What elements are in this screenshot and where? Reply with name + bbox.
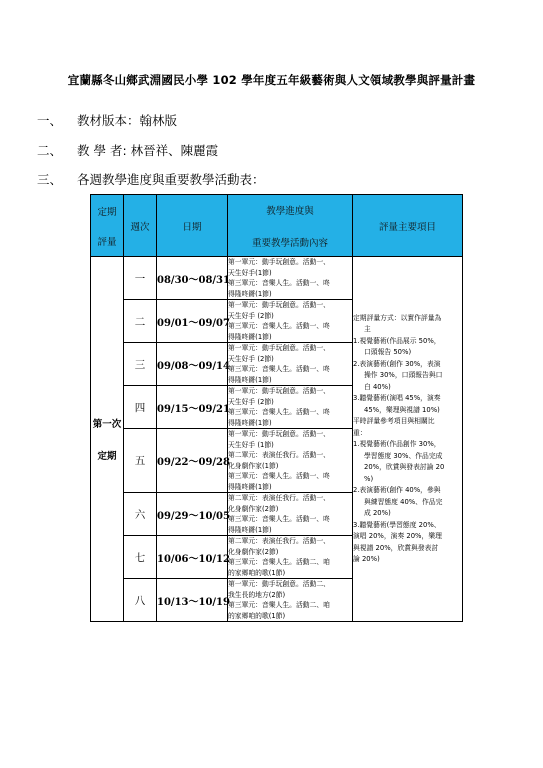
week-cell: 六 (124, 493, 157, 536)
eval-line: 45%，樂理與視譜 10%) (364, 405, 440, 414)
header-period (91, 195, 124, 257)
period-cell (91, 257, 124, 622)
content-line: 第三單元：音樂人生。活動一、咚 (228, 515, 330, 523)
eval-line: 平時評量參考項目與相關比 (353, 417, 435, 425)
header-content (228, 195, 353, 257)
content-line: 第一單元：動手玩創意。活動一、 (228, 344, 330, 352)
date-cell: 10/13～10/19 (157, 579, 228, 622)
content-line: 化身劇作家(2節) (228, 547, 279, 556)
eval-cell (353, 257, 463, 622)
header-period-line2: 評量 (97, 236, 117, 248)
content-line: 得隆咚鏘(1節) (228, 332, 272, 341)
content-line: 的家鄉咱的歌(1節) (228, 611, 286, 620)
week-cell: 一 (124, 257, 157, 300)
schedule-table (90, 194, 463, 622)
content-line: 第二單元：表演任我行。活動一、 (228, 451, 330, 459)
table-row (91, 257, 463, 300)
content-line: 的家鄉咱的歌(1節) (228, 568, 286, 577)
content-line: 第三單元：音樂人生。活動一、咚 (228, 472, 330, 480)
week-cell: 五 (124, 429, 157, 493)
content-line: 第一單元：動手玩創意。活動二、 (228, 580, 330, 588)
section-number: 一、 (37, 113, 63, 128)
section-text: 各週教學進度與重要教學活動表： (77, 172, 265, 187)
content-line: 第一單元：動手玩創意。活動一、 (228, 301, 330, 309)
content-line: 第三單元：音樂人生。活動一、咚 (228, 322, 330, 330)
date-cell: 10/06～10/12 (157, 536, 228, 579)
document-title: 宜蘭縣冬山鄉武淵國民小學 102 學年度五年級藝術與人文領域教學與評量計畫 (67, 73, 476, 87)
eval-line: 主 (364, 325, 371, 333)
date-cell: 09/15～09/21 (157, 386, 228, 429)
header-content-line2: 重要教學活動內容 (251, 237, 328, 249)
eval-line: 學習態度 30%、作品完成 (364, 451, 443, 460)
eval-line: %) (364, 474, 374, 483)
content-line: 得隆咚鏘(1節) (228, 418, 272, 427)
eval-line: 20%，欣賞與發表討論 20 (364, 463, 445, 471)
content-cell (228, 579, 353, 622)
content-line: 第一單元：動手玩創意。活動一、 (228, 387, 330, 395)
content-line: 得隆咚鏘(1節) (228, 375, 272, 384)
date-cell: 08/30～08/31 (157, 257, 228, 300)
content-line: 第三單元：音樂人生。活動二、咱 (228, 601, 330, 609)
week-cell: 四 (124, 386, 157, 429)
content-cell (228, 429, 353, 493)
header-content-line1: 教學進度與 (266, 205, 314, 217)
section-text: 教材版本：翰林版 (77, 113, 178, 128)
section-textbook (37, 111, 177, 129)
content-line: 天生好手(1節) (228, 268, 272, 277)
content-line: 第三單元：音樂人生。活動一、咚 (228, 408, 330, 416)
eval-line: 重： (353, 428, 367, 437)
content-line: 化身劇作家(2節) (228, 504, 279, 513)
eval-line: 1.視覺藝術(作品創作 30%， (353, 440, 441, 448)
content-line: 得隆咚鏘(1節) (228, 289, 272, 298)
section-number: 三、 (37, 172, 63, 187)
content-line: 第三單元：音樂人生。活動一、咚 (228, 279, 330, 287)
header-date: 日期 (157, 195, 228, 257)
section-schedule (37, 170, 265, 188)
week-cell: 二 (124, 300, 157, 343)
eval-line: 與視譜 20%，欣賞與發表討 (353, 543, 439, 552)
period-label-l2: 定期 (97, 451, 117, 462)
section-teachers (37, 141, 218, 159)
content-cell (228, 386, 353, 429)
week-cell: 八 (124, 579, 157, 622)
content-line: 第二單元：表演任我行。活動一、 (228, 494, 330, 502)
content-line: 第一單元：動手玩創意。活動一、 (228, 430, 330, 438)
content-cell (228, 493, 353, 536)
header-period-line1: 定期 (97, 206, 117, 218)
eval-line: 2.表演藝術(創作 40%，參與 (353, 486, 441, 494)
content-line: 化身劇作家(1節) (228, 461, 279, 470)
eval-line: 3.聽覺藝術(學習態度 20%、 (353, 520, 441, 529)
eval-line: 白 40%) (364, 382, 391, 391)
header-week: 週次 (124, 195, 157, 257)
week-cell: 三 (124, 343, 157, 386)
content-cell (228, 257, 353, 300)
date-cell: 09/08～09/14 (157, 343, 228, 386)
content-line: 得隆咚鏘(1節) (228, 525, 272, 534)
eval-line: 論 20%) (353, 555, 380, 563)
eval-line: 操作 30%，口頭報告與口 (364, 371, 443, 379)
content-line: 第三單元：音樂人生。活動二、咱 (228, 558, 330, 566)
section-text: 教 學 者: 林晉祥、陳麗霞 (77, 143, 219, 158)
week-cell: 七 (124, 536, 157, 579)
eval-line: 與練習態度 40%、作品完 (364, 497, 443, 506)
content-line: 天生好手 (2節) (228, 397, 274, 406)
eval-line: 口頭報告 50%) (364, 348, 412, 356)
date-cell: 09/22～09/28 (157, 429, 228, 493)
period-label-l1: 第一次 (92, 419, 122, 430)
content-line: 第二單元：表演任我行。活動一、 (228, 537, 330, 545)
eval-line: 演唱 20%，演奏 20%，樂理 (353, 532, 442, 540)
content-line: 得隆咚鏘(1節) (228, 482, 272, 491)
content-cell (228, 300, 353, 343)
eval-line: 成 20%) (364, 509, 391, 517)
table-header-row (91, 195, 463, 257)
content-line: 第一單元：動手玩創意。活動一、 (228, 258, 330, 266)
eval-line: 3.聽覺藝術(演唱 45%，演奏 (353, 394, 441, 402)
content-line: 天生好手 (2節) (228, 354, 274, 363)
content-line: 我生長的地方(2節) (228, 590, 286, 599)
header-eval: 評量主要項目 (353, 195, 463, 257)
date-cell: 09/01～09/07 (157, 300, 228, 343)
eval-line: 定期評量方式：以實作評量為 (353, 313, 442, 322)
date-cell: 09/29～10/05 (157, 493, 228, 536)
section-number: 二、 (37, 143, 63, 158)
eval-line: 1.視覺藝術(作品展示 50%， (353, 336, 441, 345)
content-line: 天生好手 (1節) (228, 440, 274, 449)
content-cell (228, 343, 353, 386)
content-line: 第三單元：音樂人生。活動一、咚 (228, 365, 330, 373)
eval-line: 2.表演藝術(創作 30%，表演 (353, 359, 441, 368)
content-line: 天生好手 (2節) (228, 311, 274, 320)
content-cell (228, 536, 353, 579)
